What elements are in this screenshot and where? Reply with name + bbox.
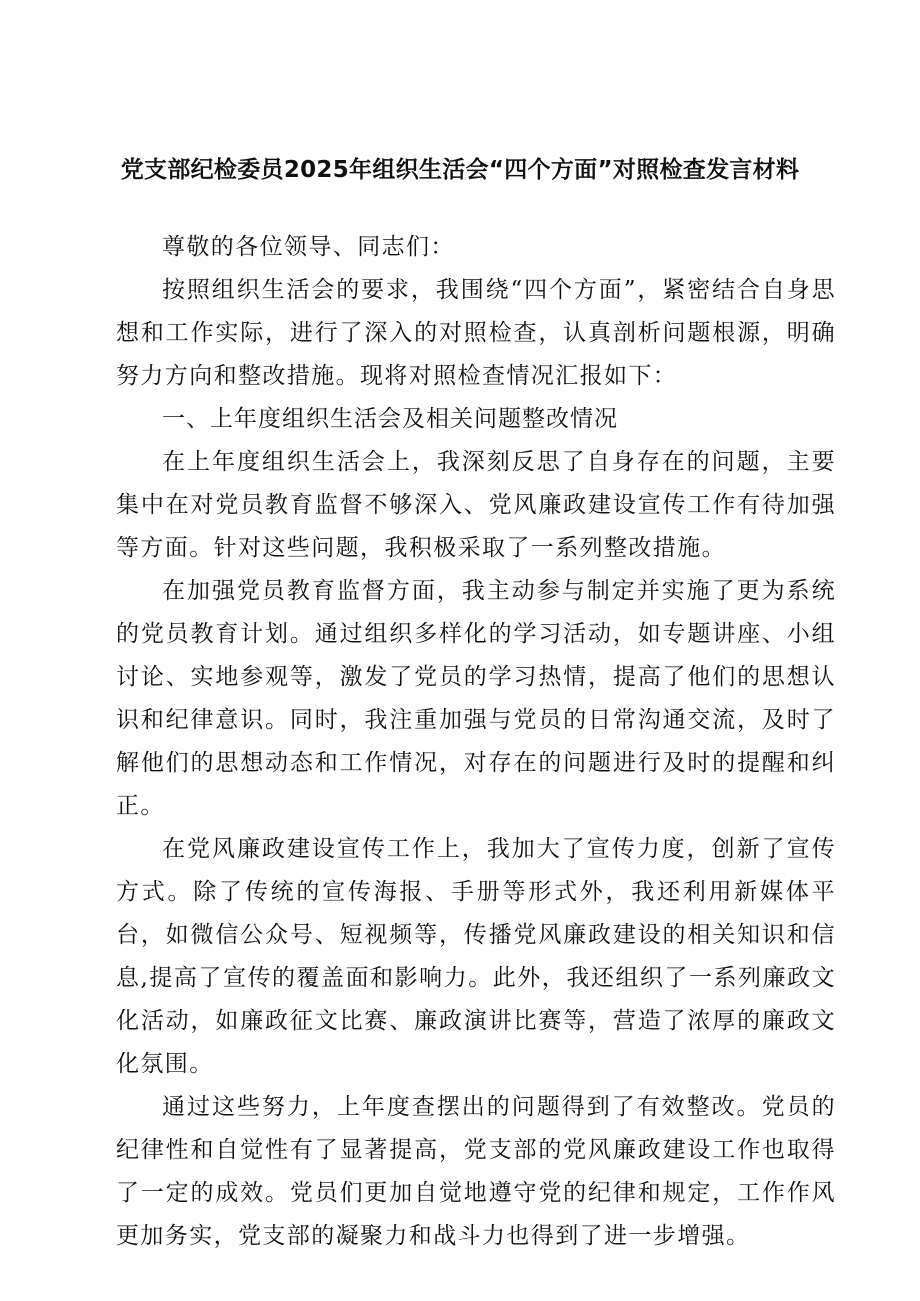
body-paragraph: 在上年度组织生活会上，我深刻反思了自身存在的问题，主要集中在对党员教育监督不够深入、党风廉政建设宣传工作有待加强等方面。针对这些问题，我积极采取了一系列整改措施。	[116, 449, 836, 561]
body-paragraph: 在党风廉政建设宣传工作上，我加大了宣传力度，创新了宣传方式。除了传统的宣传海报、手册等形式外，我还利用新媒体平台，如微信公众号、短视频等，传播党风廉政建设的相关知识和信息,提高了宣传的覆盖面和影响力。此外，我还组织了一系列廉政文化活动，如廉政征文比赛、廉政演讲比赛等，营造了浓厚的廉政文化氛围。	[116, 836, 836, 1077]
intro-paragraph: 按照组织生活会的要求，我围绕“四个方面”，紧密结合自身思想和工作实际，进行了深入的对照检查，认真剖析问题根源，明确努力方向和整改措施。现将对照检查情况汇报如下：	[116, 277, 836, 389]
body-paragraph: 通过这些努力，上年度查摆出的问题得到了有效整改。党员的纪律性和自觉性有了显著提高，党支部的党风廉政建设工作也取得了一定的成效。党员们更加自觉地遵守党的纪律和规定，工作作风更加务实，党支部的凝聚力和战斗力也得到了进一步增强。	[116, 1094, 836, 1249]
document-body	[116, 226, 836, 1258]
section-heading: 一、上年度组织生活会及相关问题整改情况	[162, 406, 618, 432]
body-paragraph: 在加强党员教育监督方面，我主动参与制定并实施了更为系统的党员教育计划。通过组织多样化的学习活动，如专题讲座、小组讨论、实地参观等，激发了党员的学习热情，提高了他们的思想认识和纪律意识。同时，我注重加强与党员的日常沟通交流，及时了解他们的思想动态和工作情况，对存在的问题进行及时的提醒和纠正。	[116, 578, 836, 819]
salutation: 尊敬的各位领导、同志们：	[162, 234, 455, 260]
document-title: 党支部纪检委员2025年组织生活会“四个方面”对照检查发言材料	[120, 157, 800, 183]
